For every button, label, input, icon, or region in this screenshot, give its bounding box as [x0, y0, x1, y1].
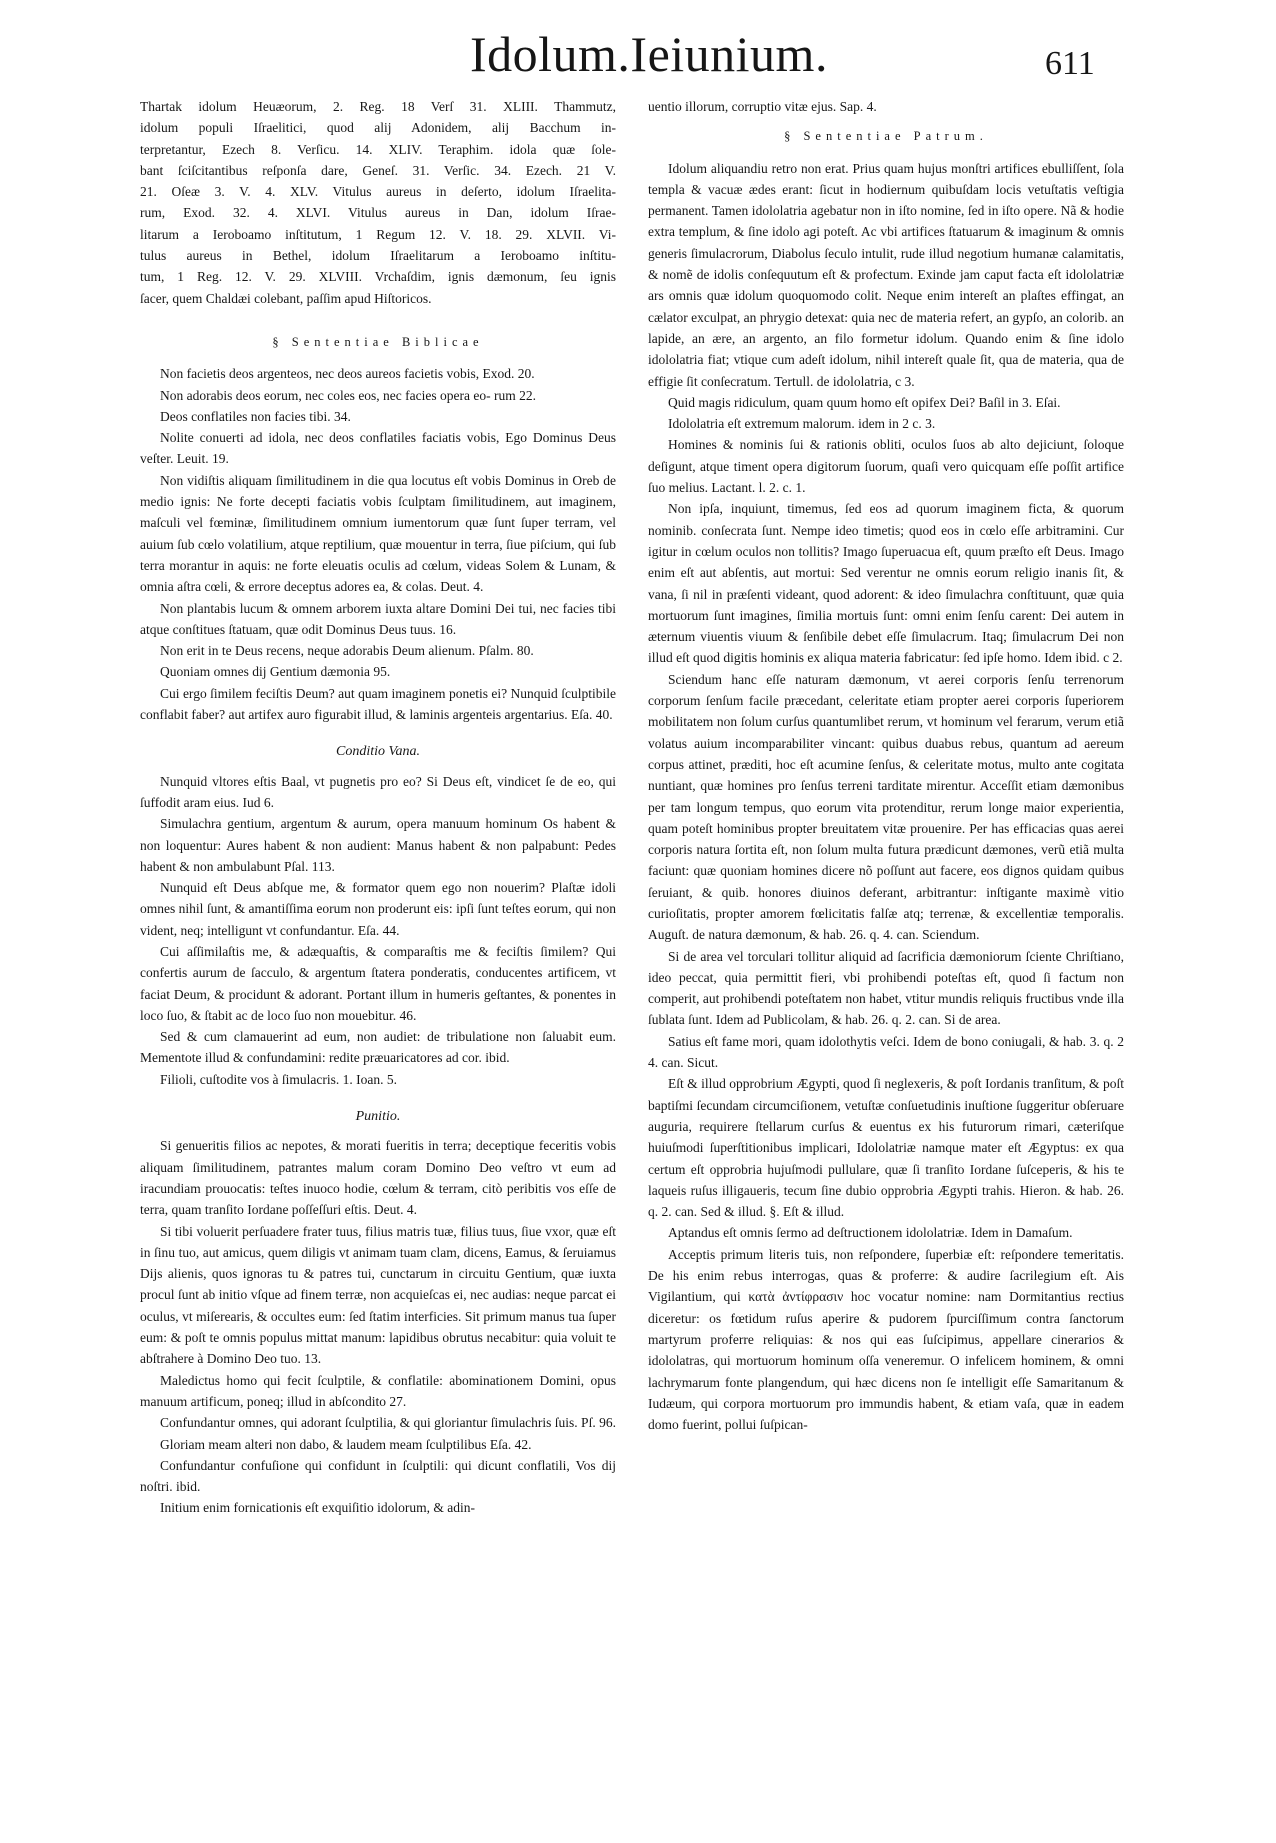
paragraph: Acceptis primum literis tuis, non reſpondere, ſuperbiæ eſt: reſpondere temeritatis. De his enim rebus interrogas, quas & proferre: & audire ſacrilegium eſt. Ais Vigilantium, qui κατὰ ἀντίφρασιν hoc vocatur nomine: nam Dormitantius rectius diceretur: os fœtidum ruſus aperire & pudorem ſpurciſſimum contra ſanctorum martyrum proferre reliquias: & nos qui eas ſuſcipimus, appellare cinerarios & idololatras, qui mortuorum hominum oſſa veneremur. O infelicem hominem, & omni lachrymarum fonte plangendum, qui hæc dicens non ſe intelligit eſſe Samaritanum & Iudæum, qui corpora mortuorum pro immundis habent, & etiam vaſa, quæ in eadem domo fuerint, pollui ſuſpican- [648, 1246, 1124, 1433]
paragraph: Non erit in te Deus recens, neque adorabis Deum alienum. Pſalm. 80. [160, 643, 534, 659]
paragraph: Aptandus eſt omnis ſermo ad deſtructionem idololatriæ. Idem in Damaſum. [668, 1225, 1073, 1241]
text-line: idolum populi Iſraelitici, quod alij Adonidem, alij Bacchum in- [140, 120, 616, 136]
section-heading-patrum: § Sententiae Patrum. [784, 129, 988, 144]
spacer [140, 309, 616, 323]
text-line: tulus aureus in Bethel, idolum Iſraelitarum a Ieroboamo inſtitu- [140, 248, 616, 264]
paragraph: Non ipſa, inquiunt, timemus, ſed eos ad quorum imaginem ficta, & quorum nominib. conſecrata ſunt. Nempe ideo timetis; quod eos in cœlo eſſe arbitramini. Cur igitur in cœlum oculos non tollitis? Imago ſuperuacua eſt, quum præſto eſt Deus. Imago enim eſt aut abſentis, aut mortui: Sed verentur ne omnis eorum religio inanis ſit, & vana, ſi nil in præſenti videant, quod adorent: & ideo ſimulachra conſtituunt, quæ quia mortuorum ſunt imagines, ſimilia mortuis ſunt: omni enim ſenſu carent: Dei autem in æternum viuentis viuum & ſenſibile debet eſſe ſimulacrum. Itaq; ſimulacrum Dei non illud eſt quod digitis hominis ex aliqua materia fabricatur: ſed ipſe homo. Idem ibid. c 2. [648, 501, 1124, 666]
paragraph: Homines & nominis ſui & rationis obliti, oculos ſuos ab alto dejiciunt, ſoloque deſigunt, atque timent opera digitorum ſuorum, quaſi vero quicquam eſſe poſſit artifice ſuo melius. Lactant. l. 2. c. 1. [648, 437, 1124, 496]
subheading-conditio: Conditio Vana. [335, 744, 420, 760]
text-line: tum, 1 Reg. 12. V. 29. XLVIII. Vrchaſdim, ignis dæmonum, ſeu ignis [140, 269, 616, 285]
paragraph: Idolum aliquandiu retro non erat. Prius quam hujus monſtri artifices ebulliſſent, ſola templa & vacuæ ædes erant: ſicut in hodiernum quibuſdam locis vetuſtatis veſtigia permanent. Tamen idololatria agebatur non in iſto nomine, ſed in iſto opere. Nã & hodie extra templum, & ſine idolo agi poteſt. Ac vbi artifices ſtatuarum & imaginum & omnis generis ſimulacrorum, Diabolus ſeculo intulit, rude illud negotium humanæ calamitatis, & nomẽ de idolis conſequutum eſt & profectum. Exinde jam caput facta eſt idololatriæ ars omnis quæ idolum quoquomodo colit. Neque enim intereſt an plaſtes effingat, an cælator exculpat, an phrygio detexat: quia nec de materia refert, an gypſo, an colorib. an lapide, an ære, an argento, an filo formetur idolum. Quando enim & ſine idolo idololatria fiat; vtique cum adeſt idolum, nihil intereſt quale ſit, qua de materia, qua de effigie ſit conſecratum. Tertull. de idololatria, c 3. [648, 160, 1124, 389]
paragraph: Nolite conuerti ad idola, nec deos conflatiles faciatis vobis, Ego Dominus Deus veſter. Leuit. 19. [140, 430, 616, 467]
text-line: ſacer, quem Chaldæi colebant, paſſim apud Hiſtoricos. [140, 290, 432, 306]
paragraph: Idololatria eſt extremum malorum. idem in 2 c. 3. [668, 416, 936, 432]
left-column [140, 96, 616, 1519]
paragraph: Deos conflatiles non facies tibi. 34. [160, 408, 351, 424]
left-intro [140, 96, 616, 309]
paragraph: Confundantur confuſione qui confidunt in ſculptili: qui dicunt conflatili, Vos dij noſtri. ibid. [140, 1457, 616, 1495]
text-line: uentio illorum, corruptio vitæ ejus. Sap. 4. [648, 99, 877, 114]
running-head: Idolum.Ieiunium. [470, 26, 828, 82]
paragraph: Filioli, cuſtodite vos à ſimulacris. 1. Ioan. 5. [160, 1071, 397, 1087]
subheading-punitio: Punitio. [355, 1109, 401, 1125]
paragraph: Cui ergo ſimilem feciſtis Deum? aut quam imaginem ponetis ei? Nunquid ſculptibile conflabit faber? aut artifex auro figurabit illud, & laminis argenteis argentarius. Eſa. 40. [140, 685, 616, 723]
paragraph: Non facietis deos argenteos, nec deos aureos facietis vobis, Exod. 20. [160, 366, 535, 382]
paragraph: Si genueritis filios ac nepotes, & morati fueritis in terra; deceptique feceritis vobis aliquam ſimilitudinem, patrantes malum coram Domino Deo veſtro vt eum ad iracundiam prouocatis: teſtes inuoco hodie, cœlum & terram, citò peribitis vos eſſe de terra, quam tranſito Iordane poſſeſſuri eſtis. Deut. 4. [140, 1138, 616, 1218]
paragraph: Satius eſt fame mori, quam idolothytis veſci. Idem de bono coniugali, & hab. 3. q. 2 4. can. Sicut. [648, 1033, 1124, 1071]
page-number: 611 [1045, 45, 1095, 82]
text-line: rum, Exod. 32. 4. XLVI. Vitulus aureus in Dan, idolum Iſrae- [140, 205, 616, 221]
text-line: litarum a Ieroboamo inſtitutum, 1 Regum 12. V. 18. 29. XLVII. Vi- [140, 226, 616, 242]
right-column [648, 96, 1124, 1435]
paragraph: Nunquid eſt Deus abſque me, & formator quem ego non nouerim? Plaſtæ idoli omnes nihil ſunt, & amantiſſima eorum non proderunt eis: ipſi ſunt teſtes eorum, qui non vident, neq; intelligunt vt confundantur. Eſa. 44. [140, 880, 616, 938]
paragraph: Cui aſſimilaſtis me, & adæquaſtis, & comparaſtis me & feciſtis ſimilem? Qui confertis aurum de ſacculo, & argentum ſtatera ponderatis, conducentes artificem, vt faciat Deum, & procidunt & adorant. Portant illum in humeris geſtantes, & ponentes in loco ſuo, & ſtabit ac de loco ſuo non mouebitur. 46. [140, 943, 616, 1023]
text-line: terpretantur, Ezech 8. Verſicu. 14. XLIV. Teraphim. idola quæ ſole- [140, 141, 616, 157]
paragraph: Confundantur omnes, qui adorant ſculptilia, & qui gloriantur ſimulachris ſuis. Pſ. 96. [160, 1415, 616, 1431]
paragraph: Non plantabis lucum & omnem arborem iuxta altare Domini Dei tui, nec facies tibi atque conſtitues ſtatuam, quæ odit Dominus Deus tuus. 16. [140, 600, 616, 637]
paragraph: Initium enim fornicationis eſt exquiſitio idolorum, & adin- [160, 1500, 475, 1516]
paragraph: Maledictus homo qui fecit ſculptile, & conflatile: abominationem Domini, opus manuum artificum, poneq; illud in abſcondito 27. [140, 1372, 616, 1409]
paragraph: Quid magis ridiculum, quam quum homo eſt opifex Dei? Baſil in 3. Eſai. [668, 394, 1061, 410]
paragraph: Si tibi voluerit perſuadere frater tuus, filius matris tuæ, filius tuus, ſiue vxor, quæ eſt in ſinu tuo, aut amicus, quem diligis vt animam tuam clam, dicens, Eamus, & ſeruiamus Dijs alienis, quos ignoras tu & patres tui, cunctarum in circuitu Gentium, quæ iuxta procul ſunt ab initio vſque ad finem terræ, non acquieſcas ei, nec audias: neque parcat ei oculus, vt miſerearis, & occultes eum: ſed ſtatim interficies. Sit primum manus tua ſuper eum: & poſt te omnis populus mittat manum: lapidibus obrutus necabitur: quia voluit te abſtrahere à Domino Deo tuo. 13. [140, 1223, 616, 1367]
text-line: 21. Oſeæ 3. V. 4. XLV. Vitulus aureus in deſerto, idolum Iſraelita- [140, 184, 616, 200]
paragraph: Sed & cum clamauerint ad eum, non audiet: de tribulatione non ſaluabit eum. Mementote illud & confundamini: redite præuaricatores ad cor. ibid. [140, 1029, 616, 1066]
paragraph: Sciendum hanc eſſe naturam dæmonum, vt aerei corporis ſenſu terrenorum corporum ſenſum facile præcedant, celeritate etiam propter aerei corporis ſuperiorem mobilitatem non ſolum curſus quantumlibet rerum, vt hominum vel ferarum, verum etiã volatus auium incomparabiliter vincant: quibus duabus rebus, quantum ad aereum corpus attinet, præditi, hoc eſt acumine ſenſus, & celeritate motus, multo ante cogitata nuntiant, quæ homines pro ſenſus terreni tarditate mirentur. Acceſſit etiam dæmonibus per tam longum tempus, quo eorum vita protenditur, rerum longe maior experientia, quam poteſt hominibus propter breuitatem vitæ prouenire. Per has efficacias quas aerei corporis natura ſortita eſt, non ſolum multa futura prædicunt dæmones, verũ etiã multa faciunt: quæ quoniam homines dicere nõ poſſunt aut facere, eos dignos quidam quibus ſeruiant, & quib. honores diuinos deferant, arbitrantur: inſtigante maximè vitio curioſitatis, propter amorem fœlicitatis falſæ atq; terrenæ, & excellentiæ temporalis. Auguſt. de natura dæmonum, & hab. 26. q. 4. can. Sciendum. [648, 671, 1124, 943]
paragraph: Gloriam meam alteri non dabo, & laudem meam ſculptilibus Eſa. 42. [160, 1436, 532, 1452]
text-line: Thartak idolum Heuæorum, 2. Reg. 18 Verſ 31. XLIII. Thammutz, [140, 99, 616, 114]
paragraph: Quoniam omnes dij Gentium dæmonia 95. [160, 664, 391, 680]
paragraph: Si de area vel torculari tollitur aliquid ad ſacrificia dæmoniorum ſciente Chriſtiano, ideo peccat, quia permittit fieri, vbi prohibendi poteſtas eſt, quod ſi factum non comperit, aut prohibendi poteſtatem non habet, vtitur mundis reliquis fructibus vnde illa ſublata ſunt. Idem ad Publicolam, & hab. 26. q. 2. can. Si de area. [648, 948, 1124, 1028]
paragraph: Simulachra gentium, argentum & aurum, opera manuum hominum Os habent & non loquentur: Aures habent & non audient: Manus habent & non palpabunt: Pedes habent & non ambulabunt Pſal. 113. [140, 816, 616, 874]
section-heading-biblicae: § Sententiae Biblicae [272, 334, 484, 349]
text-line: bant ſciſcitantibus reſponſa dare, Geneſ. 31. Verſic. 34. Ezech. 21 V. [140, 162, 616, 178]
paragraph: Non vidiſtis aliquam ſimilitudinem in die qua locutus eſt vobis Dominus in Oreb de medio ignis: Ne forte decepti faciatis vobis ſculptam ſimilitudinem, aut imaginem, maſculi vel fœminæ, ſimilitudinem omnium iumentorum quæ ſunt ſuper terram, vel auium ſub cœlo volatilium, atque reptilium, quæ mouentur in terra, ſiue piſcium, qui ſub terra morantur in aquis: ne forte eleuatis oculis ad cœlum, videas Solem & Lunam, & omnia aſtra cœli, & errore deceptus adores ea, & colas. Deut. 4. [140, 472, 616, 595]
paragraph: Nunquid vltores eſtis Baal, vt pugnetis pro eo? Si Deus eſt, vindicet ſe de eo, qui ſuffodit aram eius. Iud 6. [140, 773, 616, 810]
paragraph: Eſt & illud opprobrium Ægypti, quod ſi neglexeris, & poſt Iordanis tranſitum, & poſt baptiſmi ſecundam circumciſionem, vetuſtæ conſuetudinis inuſtione ſuggeritur obſeruare auguria, requirere ſtellarum curſus & euentus ex his futurorum rimari, cæteriſque huiuſmodi ſuperſtitionibus implicari, Idololatriæ namque mater eſt Ægyptus: ex qua certum eſt opprobria hujuſmodi pullulare, quæ ſi tranſito Iordane ſuſceperis, & his te laqueis ruſus illigaueris, tecum ſine dubio opprobria Ægypti trahis. Hieron. & hab. 26. q. 2. can. Sed & illud. §. Eſt & illud. [648, 1076, 1124, 1220]
paragraph: Non adorabis deos eorum, nec coles eos, nec facies opera eo- rum 22. [160, 387, 536, 403]
